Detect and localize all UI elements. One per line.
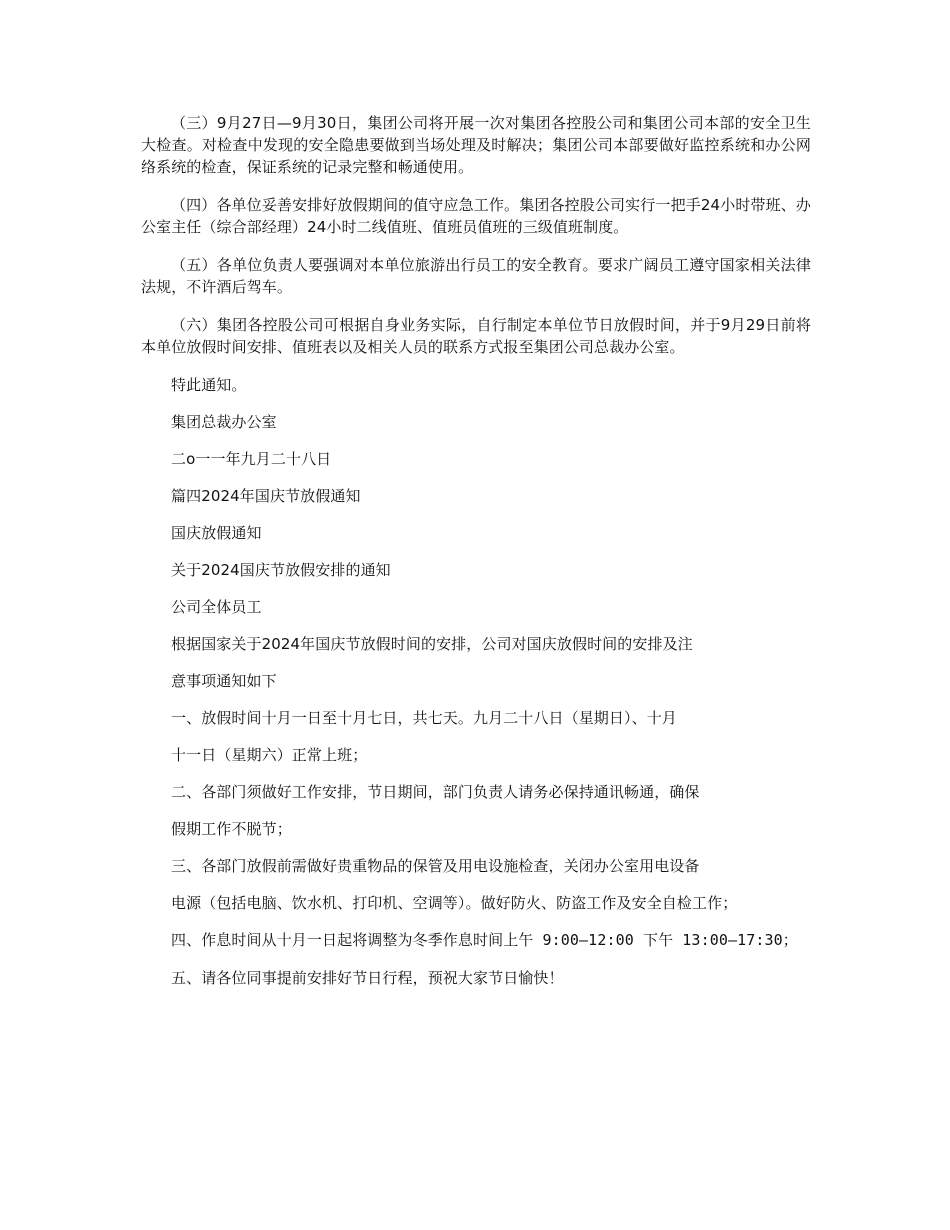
notice-intro-line-1: 根据国家关于2024年国庆节放假时间的安排，公司对国庆放假时间的安排及注 — [171, 635, 693, 653]
item-four-schedule: 四、作息时间从十月一日起将调整为冬季作息时间上午 9:00—12:00 下午 13:00—17:30； — [171, 931, 798, 949]
paragraph-inspection: （三）9月27日—9月30日，集团公司将开展一次对集团各控股公司和集团公司本部的安全卫生大检查。对检查中发现的安全隐患要做到当场处理及时解决；集团公司本部要做好监控系统和办公网络系统的检查，保证系统的记录完整和畅通使用。 — [141, 114, 811, 176]
notice-intro-line-2: 意事项通知如下 — [171, 672, 277, 690]
item-one-line-1: 一、放假时间十月一日至十月七日，共七天。九月二十八日（星期日）、十月 — [171, 709, 677, 727]
section-title: 篇四2024年国庆节放假通知 — [171, 487, 361, 505]
notice-recipients: 公司全体员工 — [171, 598, 262, 616]
issue-date: 二o一一年九月二十八日 — [171, 450, 332, 468]
paragraph-safety-education: （五）各单位负责人要强调对本单位旅游出行员工的安全教育。要求广阔员工遵守国家相关法律法规，不许酒后驾车。 — [141, 256, 811, 296]
item-one-line-2: 十一日（星期六）正常上班； — [171, 746, 368, 764]
notice-heading: 国庆放假通知 — [171, 524, 262, 542]
issuer-office: 集团总裁办公室 — [171, 413, 277, 431]
item-three-line-2: 电源（包括电脑、饮水机、打印机、空调等）。做好防火、防盗工作及安全自检工作； — [171, 894, 738, 912]
document-body — [141, 112, 811, 989]
item-three-line-1: 三、各部门放假前需做好贵重物品的保管及用电设施检查，关闭办公室用电设备 — [171, 857, 700, 875]
item-five-greeting: 五、请各位同事提前安排好节日行程，预祝大家节日愉快！ — [171, 969, 564, 987]
notice-closing-line: 特此通知。 — [171, 376, 247, 394]
paragraph-duty: （四）各单位妥善安排好放假期间的值守应急工作。集团各控股公司实行一把手24小时带班、办公室主任（综合部经理）24小时二线值班、值班员值班的三级值班制度。 — [141, 196, 811, 236]
item-two-line-1: 二、各部门须做好工作安排，节日期间，部门负责人请务必保持通讯畅通，确保 — [171, 783, 700, 801]
notice-subject: 关于2024国庆节放假安排的通知 — [171, 561, 391, 579]
paragraph-holiday-schedule: （六）集团各控股公司可根据自身业务实际，自行制定本单位节日放假时间，并于9月29日前将本单位放假时间安排、值班表以及相关人员的联系方式报至集团公司总裁办公室。 — [141, 316, 811, 356]
item-two-line-2: 假期工作不脱节； — [171, 820, 292, 838]
